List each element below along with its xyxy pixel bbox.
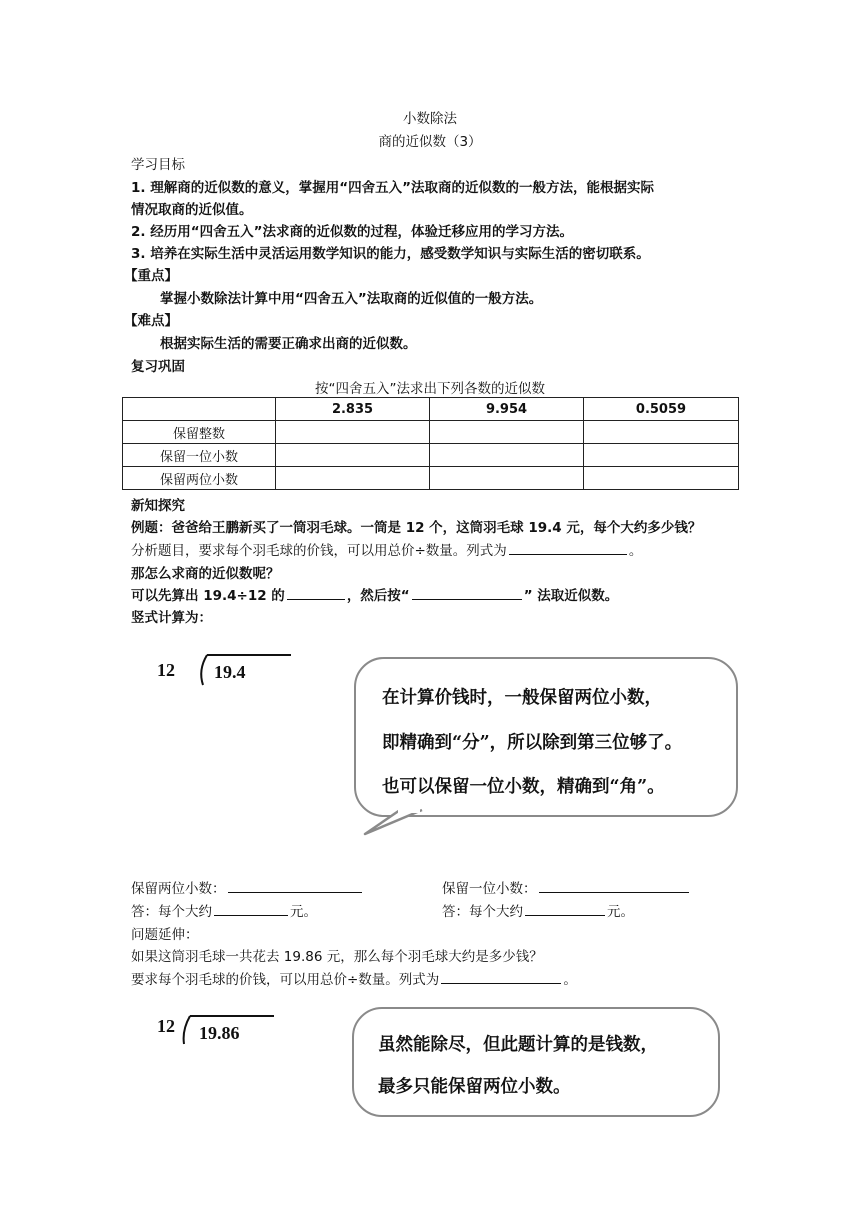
key-point-text: 掌握小数除法计算中用“四舍五入”法取商的近似值的一般方法。 bbox=[160, 291, 543, 307]
example-text: 例题：爸爸给王鹏新买了一筒羽毛球。一筒是 12 个，这筒羽毛球 19.4 元，每个大约多少钱？ bbox=[131, 520, 702, 536]
answer-cell[interactable] bbox=[430, 467, 584, 490]
row-label: 保留两位小数 bbox=[123, 467, 276, 490]
answer-cell[interactable] bbox=[584, 467, 739, 490]
answer-cell[interactable] bbox=[584, 444, 739, 467]
difficulty-text: 根据实际生活的需要正确求出商的近似数。 bbox=[160, 336, 417, 352]
bubble-tail bbox=[360, 800, 440, 840]
answer-prefix: 答：每个大约 bbox=[131, 904, 212, 920]
one-decimal-label: 保留一位小数： bbox=[442, 881, 537, 897]
compute-prefix: 可以先算出 19.4÷12 的 bbox=[131, 588, 285, 604]
one-decimal-blank[interactable] bbox=[539, 878, 689, 893]
goal-2: 2. 经历用“四舍五入”法求商的近似数的过程，体验迁移应用的学习方法。 bbox=[131, 224, 573, 240]
answer-cell[interactable] bbox=[584, 421, 739, 444]
page-subtitle: 商的近似数（3） bbox=[378, 134, 482, 150]
review-table-title: 按“四舍五入”法求出下列各数的近似数 bbox=[315, 381, 545, 397]
compute-mid: ，然后按“ bbox=[346, 588, 410, 604]
question-text: 那怎么求商的近似数呢？ bbox=[131, 566, 280, 582]
review-heading: 复习巩固 bbox=[131, 359, 185, 375]
answer-blank[interactable] bbox=[214, 901, 288, 916]
answer-prefix: 答：每个大约 bbox=[442, 904, 523, 920]
extension-formula-blank[interactable] bbox=[441, 969, 561, 984]
extension-question: 如果这筒羽毛球一共花去 19.86 元，那么每个羽毛球大约是多少钱？ bbox=[131, 949, 543, 965]
hint-bubble bbox=[354, 657, 738, 817]
divisor: 12 bbox=[157, 1016, 175, 1036]
answer-blank[interactable] bbox=[525, 901, 605, 916]
answer-cell[interactable] bbox=[276, 421, 430, 444]
row-label: 保留整数 bbox=[123, 421, 276, 444]
table-row bbox=[123, 444, 739, 467]
hint-line-1: 在计算价钱时，一般保留两位小数， bbox=[382, 688, 662, 708]
quotient-blank[interactable] bbox=[287, 585, 345, 600]
extension-analysis-suffix: 。 bbox=[563, 972, 577, 988]
hint-line-2: 即精确到“分”，所以除到第三位够了。 bbox=[382, 733, 683, 753]
compute-line bbox=[131, 584, 618, 604]
analysis-prefix: 分析题目，要求每个羽毛球的价钱，可以用总价÷数量。列式为 bbox=[131, 543, 507, 559]
method-blank[interactable] bbox=[412, 585, 522, 600]
hint-bubble bbox=[352, 1007, 720, 1117]
review-table bbox=[122, 397, 739, 490]
table-header-cell: 2.835 bbox=[276, 398, 430, 421]
dividend: 19.4 bbox=[214, 662, 246, 682]
vertical-calc-label: 竖式计算为： bbox=[131, 610, 212, 626]
difficulty-label: 【难点】 bbox=[124, 313, 178, 329]
answer-suffix: 元。 bbox=[607, 904, 634, 920]
two-decimals-label: 保留两位小数： bbox=[131, 881, 226, 897]
divisor: 12 bbox=[157, 660, 175, 680]
hint-line-2: 最多只能保留两位小数。 bbox=[378, 1077, 571, 1097]
analysis-line bbox=[131, 539, 642, 559]
one-decimal-line bbox=[442, 877, 691, 897]
page-title: 小数除法 bbox=[403, 111, 457, 127]
goal-1-line-1: 1. 理解商的近似数的意义，掌握用“四舍五入”法取商的近似数的一般方法，能根据实际 bbox=[131, 180, 654, 196]
goals-heading: 学习目标 bbox=[131, 157, 185, 173]
answer-line-1 bbox=[131, 900, 317, 920]
table-header-cell: 0.5059 bbox=[584, 398, 739, 421]
hint-line-1: 虽然能除尽，但此题计算的是钱数， bbox=[378, 1035, 658, 1055]
table-header-cell: 9.954 bbox=[430, 398, 584, 421]
compute-suffix: ” 法取近似数。 bbox=[523, 588, 619, 604]
table-header-cell bbox=[123, 398, 276, 421]
formula-blank[interactable] bbox=[509, 540, 627, 555]
extension-analysis-prefix: 要求每个羽毛球的价钱，可以用总价÷数量。列式为 bbox=[131, 972, 440, 988]
table-row bbox=[123, 467, 739, 490]
extension-analysis-line bbox=[131, 968, 577, 988]
two-decimals-line bbox=[131, 877, 364, 897]
answer-line-2 bbox=[442, 900, 634, 920]
answer-cell[interactable] bbox=[430, 421, 584, 444]
table-header-row bbox=[123, 398, 739, 421]
hint-line-3: 也可以保留一位小数，精确到“角”。 bbox=[382, 777, 665, 797]
goal-1-line-2: 情况取商的近似值。 bbox=[131, 202, 253, 218]
table-row bbox=[123, 421, 739, 444]
answer-suffix: 元。 bbox=[290, 904, 317, 920]
two-decimals-blank[interactable] bbox=[228, 878, 362, 893]
analysis-suffix: 。 bbox=[628, 543, 643, 559]
answer-cell[interactable] bbox=[276, 444, 430, 467]
explore-heading: 新知探究 bbox=[131, 498, 185, 514]
extension-heading: 问题延伸： bbox=[131, 927, 199, 943]
row-label: 保留一位小数 bbox=[123, 444, 276, 467]
key-point-label: 【重点】 bbox=[124, 268, 178, 284]
dividend: 19.86 bbox=[199, 1023, 240, 1043]
answer-cell[interactable] bbox=[430, 444, 584, 467]
answer-cell[interactable] bbox=[276, 467, 430, 490]
goal-3: 3. 培养在实际生活中灵活运用数学知识的能力，感受数学知识与实际生活的密切联系。 bbox=[131, 246, 650, 262]
